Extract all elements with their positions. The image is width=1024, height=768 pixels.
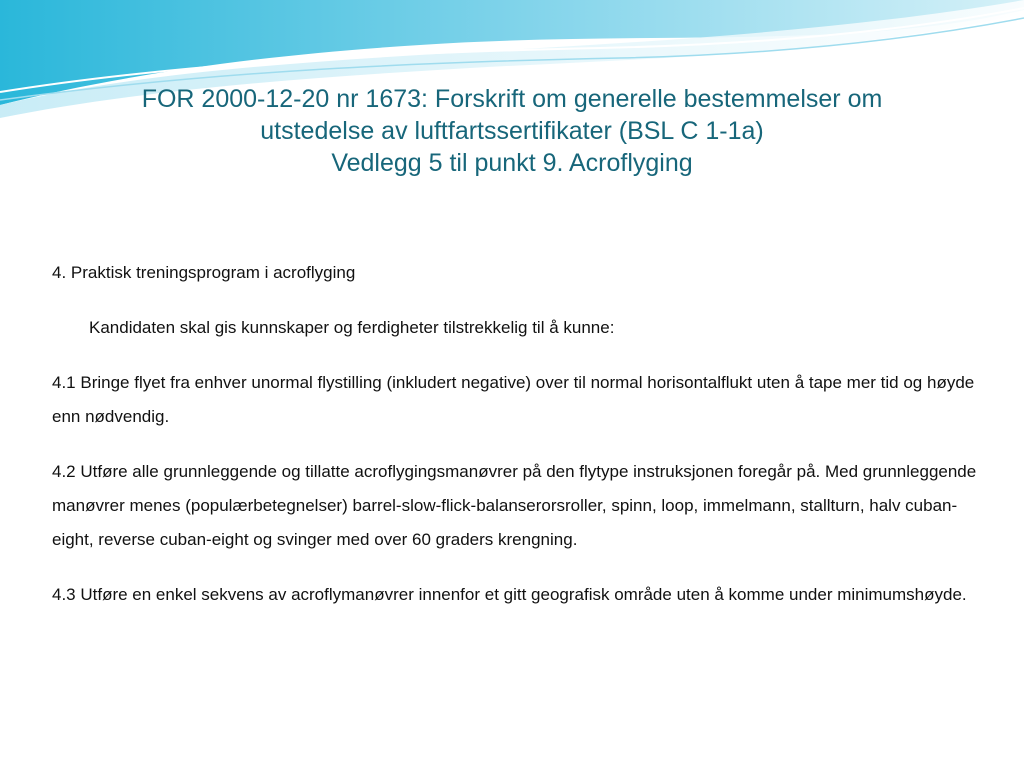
slide-title bbox=[0, 83, 1024, 179]
title-line-3: Vedlegg 5 til punkt 9. Acroflyging bbox=[331, 149, 693, 177]
paragraph-4-2: 4.2 Utføre alle grunnleggende og tillatte acroflygingsmanøvrer på den flytype instruksjonen foregår på. Med grunnleggende manøvrer menes (populærbetegnelser) barrel-slow-flick-balanserorsroller, spinn, loop, immelmann, stallturn, halv cuban-eight, reverse cuban-eight og svinger med over 60 graders krengning. bbox=[52, 462, 977, 549]
slide-body bbox=[52, 256, 997, 633]
paragraph-4-1: 4.1 Bringe flyet fra enhver unormal flystilling (inkludert negative) over til normal horisontalflukt uten å tape mer tid og høyde enn nødvendig. bbox=[52, 373, 975, 426]
section-heading: 4. Praktisk treningsprogram i acroflyging bbox=[52, 263, 356, 282]
title-line-1: FOR 2000-12-20 nr 1673: Forskrift om generelle bestemmelser om bbox=[141, 85, 883, 113]
title-line-2: utstedelse av luftfartssertifikater (BSL C 1-1a) bbox=[260, 117, 764, 145]
paragraph-4-3: 4.3 Utføre en enkel sekvens av acroflymanøvrer innenfor et gitt geografisk område uten å komme under minimumshøyde. bbox=[52, 585, 967, 604]
intro-paragraph: Kandidaten skal gis kunnskaper og ferdigheter tilstrekkelig til å kunne: bbox=[89, 318, 615, 337]
